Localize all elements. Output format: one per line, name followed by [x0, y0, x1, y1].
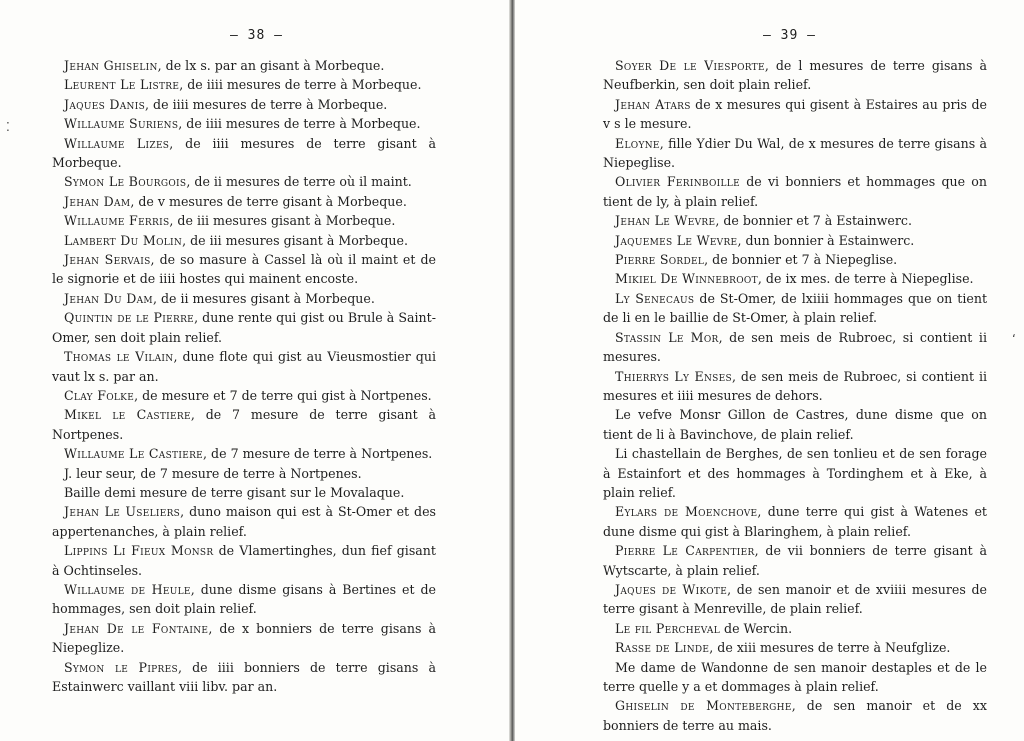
register-entry: [52, 405, 436, 444]
entry-name: Jehan Le Useliers: [64, 504, 181, 520]
entry-name: Eylars de Moenchove: [615, 504, 758, 520]
entry-text: , de iii mesures gisant à Morbeque.: [182, 232, 408, 248]
entry-name: Ly Senecaus: [615, 290, 695, 306]
entry-text: , de iiii mesures de terre gisant à Morbeque.: [52, 135, 436, 171]
entry-text: de Vlamertinghes, dun fief gisant à Ochtinseles.: [52, 543, 436, 578]
entry-name: Willaume Lizes: [64, 135, 170, 151]
register-entry: [603, 172, 987, 211]
entry-name: Willaume Le Castiere: [64, 446, 204, 462]
margin-mark-right: ‘: [1012, 332, 1016, 346]
entry-text: , de iiii bonniers de terre gisans à Estainwerc vaillant viii libv. par an.: [52, 659, 436, 694]
entry-text: Me dame de Wandonne de sen manoir destaples et de le terre quelle y a et dommages à plain relief.: [603, 659, 987, 694]
entry-name: Symon Le Bourgois: [64, 174, 187, 190]
entry-text: Li chastellain de Berghes, de sen tonlieu et de sen forage à Estainfort et des hommages à Tordinghem et à Eke, à plain relief.: [603, 446, 987, 500]
register-entry: [52, 289, 436, 308]
entry-text: J. leur seur, de 7 mesure de terre à Nortpenes.: [64, 465, 362, 481]
register-entry: [603, 269, 987, 288]
register-entry: [603, 541, 987, 580]
register-entry: [603, 696, 987, 735]
register-entry: [52, 231, 436, 250]
margin-mark-left: ⁚: [6, 120, 10, 134]
entry-name: Willaume de Heule: [64, 581, 191, 597]
register-entry: [603, 619, 987, 638]
register-entry: [52, 619, 436, 658]
register-entry: [52, 95, 436, 114]
entry-name: Pierre Sordel: [615, 252, 705, 268]
entry-text: , de xiii mesures de terre à Neufglize.: [709, 640, 951, 656]
entry-name: Jaques de Wikote: [615, 581, 728, 597]
register-entry: [52, 211, 436, 230]
entry-name: Clay Folke: [64, 387, 135, 403]
entry-name: Willaume Suriens: [64, 116, 179, 132]
entry-text: , de sen manoir et de xx bonniers de terre au mais.: [603, 698, 987, 733]
register-entry: [52, 386, 436, 405]
entry-text: , de 7 mesure de terre gisant à Nortpenes.: [52, 407, 436, 442]
register-entry: [52, 483, 436, 502]
register-entry: [52, 56, 436, 75]
entry-name: Jehan Ghiselin: [64, 58, 158, 73]
entry-text: , de sen meis de Rubroec, si contient ii mesures et iiii mesures de dehors.: [603, 368, 987, 403]
entry-text: de x mesures qui gisent à Estaires au pris de v s le mesure.: [603, 96, 987, 132]
entry-name: Pierre Le Carpentier: [615, 543, 755, 559]
entry-text: , de iiii mesures de terre à Morbeque.: [179, 77, 422, 93]
entry-text: , duno maison qui est à St-Omer et des appertenanches, à plain relief.: [52, 504, 436, 539]
entry-text: , de vii bonniers de terre gisant à Wytscarte, à plain relief.: [603, 543, 987, 578]
register-entry: [52, 658, 436, 697]
entry-name: Symon le Pipres: [64, 659, 178, 675]
entry-text: , dun bonnier à Estainwerc.: [737, 232, 915, 248]
entry-text: , dune rente qui gist ou Brule à Saint-Omer, sen doit plain relief.: [52, 310, 436, 345]
entry-name: Jaques Danis: [64, 96, 146, 112]
register-entry: [603, 56, 987, 95]
entry-text: de vi bonniers et hommages que on tient de ly, à plain relief.: [603, 174, 987, 209]
entry-name: Stassin Le Mor: [615, 329, 719, 345]
register-entry: [603, 134, 987, 173]
entry-name: Thierrys Ly Enses: [615, 368, 732, 384]
register-entry: [52, 250, 436, 289]
entry-name: Mikiel De Winnebroot: [615, 271, 758, 287]
register-entry: [52, 502, 436, 541]
page-number-39: — 39 —: [763, 28, 816, 43]
entry-text: , de ix mes. de terre à Niepeglise.: [757, 271, 974, 287]
entry-text: , dune disme gisans à Bertines et de hommages, sen doit plain relief.: [52, 581, 436, 617]
register-entry: [603, 231, 987, 250]
register-entry: [52, 192, 436, 211]
register-entry: [603, 250, 987, 269]
entry-name: Jehan Servais: [64, 252, 151, 268]
entry-name: Jehan Dam: [64, 193, 131, 209]
entry-text: , de iiii mesures de terre à Morbeque.: [178, 116, 421, 132]
entry-text: , de bonnier et 7 à Niepeglise.: [704, 252, 898, 268]
right-entry-list: [603, 56, 987, 735]
register-entry: [52, 75, 436, 94]
entry-text: , de lx s. par an gisant à Morbeque.: [157, 58, 385, 73]
register-entry: [52, 444, 436, 463]
entry-name: Lippins Li Fieux Monsr: [64, 543, 214, 559]
register-entry: [52, 172, 436, 191]
entry-name: Leurent Le Listre: [64, 77, 180, 93]
entry-text: , de x bonniers de terre gisans à Niepeglize.: [52, 620, 436, 656]
right-page: [515, 0, 1024, 741]
register-entry: [603, 444, 987, 502]
register-entry: [603, 502, 987, 541]
entry-name: Jehan Le Wevre: [615, 213, 716, 229]
register-entry: [52, 308, 436, 347]
register-entry: [603, 405, 987, 444]
entry-text: , de sen meis de Rubroec, si contient ii mesures.: [603, 329, 987, 365]
register-entry: [52, 114, 436, 133]
entry-text: , de mesure et 7 de terre qui gist à Nortpenes.: [134, 387, 432, 403]
entry-text: , de l mesures de terre gisans à Neufberkin, sen doit plain relief.: [603, 58, 988, 93]
entry-text: Le vefve Monsr Gillon de Castres, dune disme que on tient de li à Bavinchove, de plain relief.: [603, 407, 987, 442]
left-page: [0, 0, 509, 741]
entry-text: , de so masure à Cassel là où il maint et de le signorie et de iiii hostes qui mainent encoste.: [52, 252, 436, 287]
entry-text: , de 7 mesure de terre à Nortpenes.: [203, 446, 433, 462]
entry-text: , de bonnier et 7 à Estainwerc.: [715, 213, 912, 229]
entry-text: de Wercin.: [720, 620, 793, 636]
entry-text: , de ii mesures gisant à Morbeque.: [152, 290, 375, 306]
entry-name: Mikel le Castiere: [64, 407, 191, 423]
entry-text: de St-Omer, de lxiiii hommages que on tient de li en le baillie de St-Omer, à plain relief.: [603, 290, 988, 326]
entry-text: , de sen manoir et de xviiii mesures de terre gisant à Menreville, de plain relief.: [603, 581, 987, 617]
entry-name: Jehan Du Dam: [64, 290, 153, 306]
entry-text: , de ii mesures de terre où il maint.: [186, 174, 412, 190]
entry-name: Willaume Ferris: [64, 213, 170, 229]
page-number-38: — 38 —: [230, 28, 283, 43]
entry-name: Ghiselin de Monteberghe: [615, 698, 792, 714]
register-entry: [52, 580, 436, 619]
left-entry-list: [52, 56, 436, 696]
entry-name: Eloyne: [615, 135, 660, 151]
entry-text: , dune flote qui gist au Vieusmostier qui vaut lx s. par an.: [52, 349, 436, 384]
entry-name: Thomas le Vilain: [64, 349, 174, 365]
register-entry: [52, 464, 436, 483]
register-entry: [603, 638, 987, 657]
entry-text: , fille Ydier Du Wal, de x mesures de terre gisans à Niepeglise.: [603, 135, 987, 171]
register-entry: [603, 367, 987, 406]
entry-name: Jaquemes Le Wevre: [615, 232, 738, 248]
entry-name: Lambert Du Molin: [64, 232, 183, 248]
register-entry: [52, 134, 436, 173]
register-entry: [603, 328, 987, 367]
entry-text: , de iii mesures gisant à Morbeque.: [169, 213, 396, 229]
register-entry: [603, 95, 987, 134]
entry-name: Quintin de le Pierre: [64, 310, 195, 326]
register-entry: [52, 347, 436, 386]
entry-name: Jehan De le Fontaine: [64, 620, 209, 636]
register-entry: [603, 580, 987, 619]
entry-name: Olivier Ferinboille: [615, 174, 740, 190]
entry-text: , de v mesures de terre gisant à Morbeque.: [130, 193, 407, 209]
entry-name: Jehan Atars: [615, 96, 691, 112]
entry-text: , dune terre qui gist à Watenes et dune disme qui gist à Blaringhem, à plain relief.: [603, 504, 987, 539]
entry-text: , de iiii mesures de terre à Morbeque.: [145, 96, 388, 112]
register-entry: [52, 541, 436, 580]
register-entry: [603, 211, 987, 230]
entry-text: Baille demi mesure de terre gisant sur le Movalaque.: [64, 484, 405, 500]
register-entry: [603, 658, 987, 697]
entry-name: Le fil Percheval: [615, 620, 721, 636]
register-entry: [603, 289, 987, 328]
entry-name: Soyer De le Viesporte: [615, 58, 765, 73]
entry-name: Rasse de Linde: [615, 640, 710, 656]
